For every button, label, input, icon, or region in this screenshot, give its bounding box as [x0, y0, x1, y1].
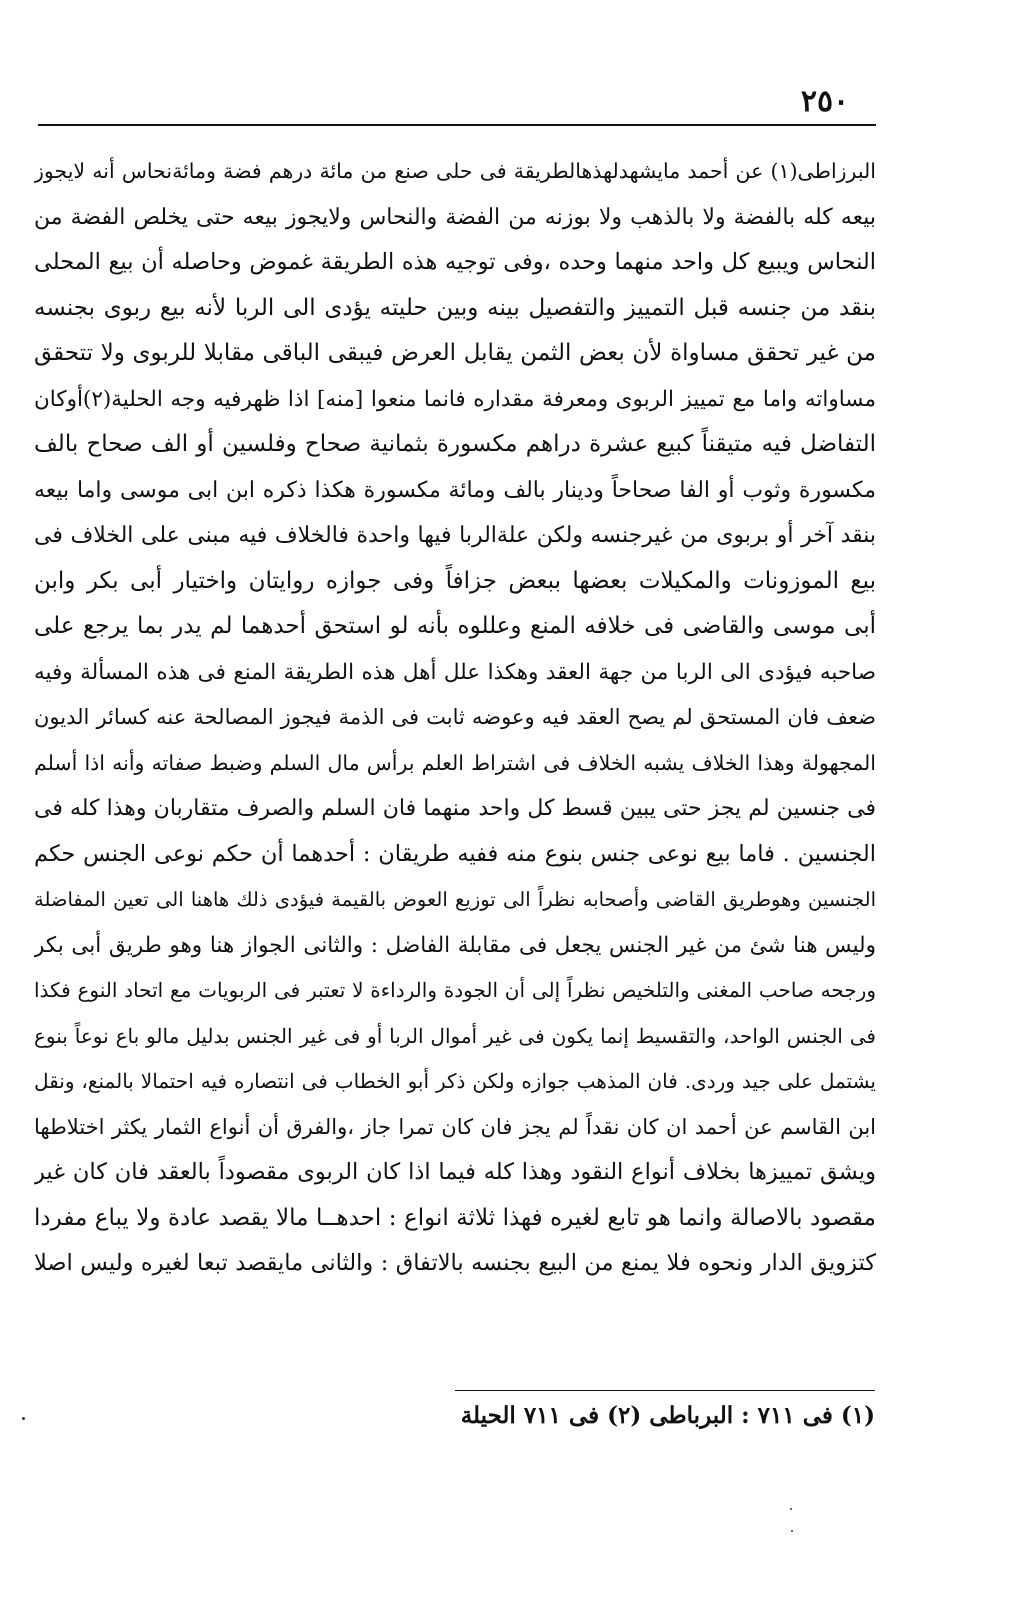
scan-speck [791, 1530, 793, 1532]
text-line: الجنسين وهوطريق القاضى وأصحابه نظراً الى توزيع العوض بالقيمة فيؤدى ذلك هاهنا الى تعين المفاضلة [34, 888, 876, 911]
text-line: البرزاطى(١) عن أحمد مايشهدلهذهالطريقة فى حلى صنع من مائة درهم فضة ومائةنحاس أنه لايجوز [34, 159, 876, 183]
text-line: ضعف فان المستحق لم يصح العقد فيه وعوضه ثابت فى الذمة فيجوز المصالحة عنه كسائر الديون [34, 705, 876, 729]
text-line: فى الجنس الواحد، والتقسيط إنما يكون فى غير أموال الربا أو فى غير الجنس بدليل مالو باع نوعاً بنوع [34, 1023, 876, 1048]
text-line: من غير تحقق مساواة لأن بعض الثمن يقابل العرض فيبقى الباقى مقابلا للربوى ولا تتحقق [34, 340, 876, 366]
text-line: مقصود بالاصالة وانما هو تابع لغيره فهذا ثلاثة انواع : احدهــا مالا يقصد عادة ولا يباع مفردا [34, 1204, 876, 1231]
text-line: مساواته واما مع تمييز الربوى ومعرفة مقداره فانما منعوا [منه] اذا ظهرفيه وجه الحلية(٢)أوكان [34, 386, 876, 412]
scan-speck [22, 1417, 25, 1420]
text-line: بنقد من جنسه قبل التمييز والتفصيل بينه وبين حليته يؤدى الى الربا لأنه بيع ربوى بجنسه [34, 294, 876, 321]
text-line: الجنسين . فاما بيع نوعى جنس بنوع منه ففيه طريقان : أحدهما أن حكم نوعى الجنس حكم [34, 840, 876, 867]
text-line: كتزويق الدار ونحوه فلا يمنع من البيع بجنسه بالاتفاق : والثانى مايقصد تبعا لغيره وليس اصلا [34, 1250, 876, 1276]
text-line: أبى موسى والقاضى فى خلافه المنع وعللوه بأنه لو استحق أحدهما لم يدر بما يرجع على [34, 613, 876, 639]
text-line: يشتمل على جيد وردى. فان المذهب جوازه ولكن ذكر أبو الخطاب فى انتصاره فيه احتمالا بالمنع، ونقل [34, 1069, 876, 1093]
text-line: بيع الموزونات والمكيلات بعضها ببعض جزافاً وفى جوازه روايتان واختيار أبى بكر وابن [34, 567, 876, 594]
text-line: مكسورة وثوب أو الفا صحاحاً ودينار بالف ومائة مكسورة هكذا ذكره ابن ابى موسى واما بيعه [34, 477, 876, 503]
body-text [34, 149, 876, 1287]
text-line: وليس هنا شئ من غير الجنس يجعل فى مقابلة الفاضل : والثانى الجواز هنا وهو طريق أبى بكر [34, 932, 876, 958]
text-line: ويشق تمييزها بخلاف أنواع النقود وهذا كله فيما اذا كان الربوى مقصوداً بالعقد فان كان غير [34, 1159, 876, 1185]
footnotes: (١) فى ٧١١ : البرباطى (٢) فى ٧١١ الحيلة [460, 1402, 875, 1429]
text-line: بنقد آخر أو بربوى من غيرجنسه ولكن علةالربا فيها واحدة فالخلاف فيه مبنى على الخلاف فى [34, 523, 876, 548]
text-line: التفاضل فيه متيقناً كبيع عشرة دراهم مكسورة بثمانية صحاح وفلسين أو الف صحاح بالف [34, 431, 876, 457]
scan-speck [790, 1508, 792, 1510]
header-rule [38, 124, 876, 126]
page-number: ٢٥٠ [800, 84, 850, 119]
footnote-rule [455, 1390, 875, 1391]
text-line: ورجحه صاحب المغنى والتلخيص نظراً إلى أن الجودة والرداءة لا تعتبر فى الربويات مع اتحاد النوع فكذا [34, 978, 876, 1002]
text-line: صاحبه فيؤدى الى الربا من جهة العقد وهكذا علل أهل هذه الطريقة المنع فى هذه المسألة وفيه [34, 659, 876, 685]
text-line: فى جنسين لم يجز حتى يبين قسط كل واحد منهما فان السلم والصرف متقاربان وهذا كله فى [34, 796, 876, 821]
text-line: ابن القاسم عن أحمد ان كان نقداً لم يجز فان كان تمرا جاز ،والفرق أن أنواع الثمار يكثر اختلاطها [34, 1114, 876, 1139]
text-line: المجهولة وهذا الخلاف يشبه الخلاف فى اشتراط العلم برأس مال السلم وضبط صفاته وأنه اذا أسلم [34, 750, 876, 775]
text-line: بيعه كله بالفضة ولا بالذهب ولا بوزنه من الفضة والنحاس ولايجوز بيعه حتى يخلص الفضة من [34, 204, 876, 230]
text-line: النحاس ويبيع كل واحد منهما وحده ،وفى توجيه هذه الطريقة غموض وحاصله أن بيع المحلى [34, 249, 876, 275]
